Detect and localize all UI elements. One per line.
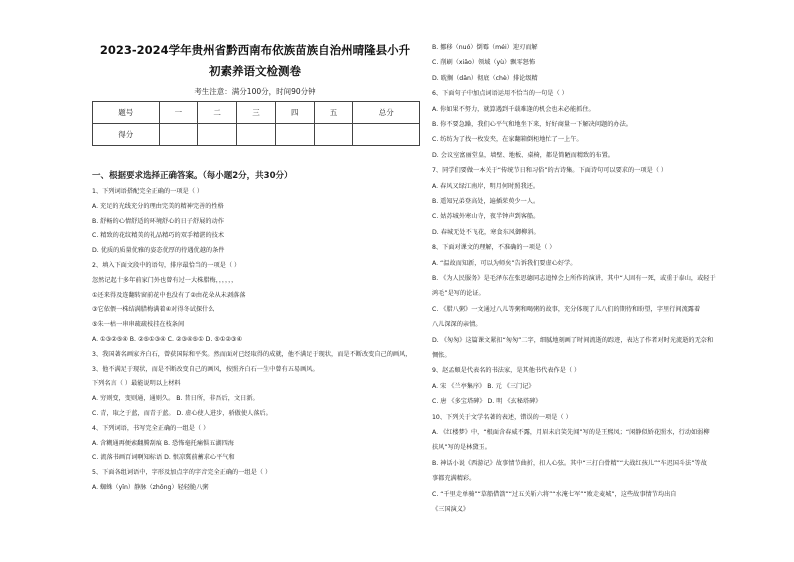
- question-line: A. 穷则变，变则通，通则久。 B. 昔日所，非吾后，文日新。: [92, 395, 259, 403]
- score-header-cell: 一: [159, 102, 198, 124]
- question-line: 忽然记起十多年前家门外也曾有过一大株腊梅，，，，，，: [92, 276, 238, 284]
- question-line: 扶风”写的是林黛玉。: [432, 444, 491, 452]
- question-line: 2、填入下面文段中的语句，排序最恰当的一项是（ ）: [92, 262, 241, 269]
- question-line: 3、我国著名画家齐白石，曾获国际和平奖。然而面对已经取得的成就，他不满足于现状，而是不断改变自己的画风，: [92, 350, 412, 358]
- question-line: A. 《红楼梦》中，“根面含春威不露，月眉未启笑先闻”写的是王熙凤；“闲静似娇花照水，行动如弱柳: [432, 429, 710, 436]
- question-line: A. “温故而知新，可以为师矣”告诉我们要虚心好学。: [432, 259, 577, 267]
- question-line: 鸿毛”是写的论证。: [432, 290, 485, 298]
- score-table-row: [93, 124, 420, 146]
- question-line: A. ①③②⑤④ B. ②⑤①③④ C. ②③④⑤① D. ⑤①②③④: [92, 336, 243, 343]
- question-line: C. 精致的花纹精美的礼品精巧的双手精湛的技术: [92, 232, 225, 240]
- question-line: C. 削刷（xiāo）领域（yù）飘零怒怖: [432, 59, 536, 67]
- question-line: D. 耽搁（dān）彻底（chè）排论级精: [432, 74, 538, 82]
- score-cell[interactable]: [198, 124, 237, 146]
- question-line: ⑤朱一枯一串串疏疏枝挂在枝条间: [92, 321, 185, 329]
- question-line: D. 《匆匆》这篇课文紧扣“匆匆”二字，细腻地刻画了时间流逝的踪迹，表达了作者对时光流逝的无奈和: [432, 336, 714, 344]
- question-line: 4、下列词语，书写完全正确的一组是（ ）: [92, 424, 210, 432]
- score-cell[interactable]: [314, 124, 353, 146]
- question-line: 5、下面各组词语中，字形及加点字的字音完全正确的一组是（ ）: [92, 469, 272, 477]
- score-cell[interactable]: [237, 124, 276, 146]
- exam-title-line1: 2023-2024学年贵州省黔西南布依族苗族自治州晴隆县小升: [99, 43, 411, 57]
- question-line: B. 挪移（nuó）倒霉（méi）迎刃而解: [432, 44, 538, 51]
- question-line: 8、下面对课文的理解，不准确的一项是（ ）: [432, 244, 556, 252]
- question-line: B. 你不要急躁，我们心平气和地坐下来，好好商量一下解决问题的办法。: [432, 121, 632, 128]
- question-line: C. 纺纺为了找一枚发夹，在家翻箱倒柜地忙了一上午。: [432, 136, 583, 144]
- question-line: C. 唐 《多宝塔碑》 D. 明 《玄秘塔碑》: [432, 398, 542, 406]
- score-cell[interactable]: [159, 124, 198, 146]
- question-line: D. 优质的质量优雅的姿态优厚的待遇优越的条件: [92, 247, 225, 255]
- question-line: 《三国演义》: [432, 506, 470, 513]
- exam-notice: 考生注意：满分100分，时间90分钟: [194, 87, 316, 96]
- question-line: 下列名言（ ）最能说明以上材料: [92, 380, 181, 388]
- score-row-label: 得分: [93, 124, 160, 146]
- question-line: B. 《为人民服务》是毛泽东在张思德同志追悼会上所作的演讲，其中“人固有一死，或重于泰山，或轻于: [432, 275, 716, 282]
- question-line: 3、他不满足于现状，而是不断改变自己的画风，按照齐白石一生中曾有五易画风。: [92, 365, 319, 373]
- score-header-cell: 五: [314, 102, 353, 124]
- question-line: 1、下列词语搭配完全正确的一项是（ ）: [92, 188, 204, 195]
- question-line: 八儿深深的亲情。: [432, 321, 482, 329]
- question-line: A. 蜘蛛（yīn）静脉（zhōng）轻轻脆八粥: [92, 484, 209, 491]
- question-line: ③它依偎一株结满腊梅满着④对得冬试探什么: [92, 306, 215, 314]
- question-line: A. 你如果不努力，就算遇到千载难逢的机会也未必能抓住。: [432, 105, 595, 113]
- score-cell[interactable]: [353, 124, 420, 146]
- question-line: A. 宋 《兰亭集序》 B. 元 《三门记》: [432, 382, 535, 390]
- score-header-cell: 四: [275, 102, 314, 124]
- question-line: 惆怅。: [432, 352, 451, 359]
- question-line: C. 姑苏城外寒山寺，夜半钟声到客船。: [432, 213, 540, 221]
- score-table-header-row: [93, 102, 420, 124]
- question-line: B. 遥知兄弟登高处，遍插茱萸少一人。: [432, 198, 540, 205]
- score-header-cell: 二: [198, 102, 237, 124]
- score-cell[interactable]: [275, 124, 314, 146]
- question-line: ①还来得及连翻转窗前花中也没有了②由花朵从未剥落落: [92, 291, 246, 299]
- question-line: 6、下面句子中加点词语运用不恰当的一句是（ ）: [432, 90, 568, 98]
- exam-title-line2: 初素养语文检测卷: [209, 64, 301, 78]
- section-heading: 一、根据要求选择正确答案。（每小题2分，共30分）: [92, 171, 293, 181]
- question-line: 9、赵孟頫是代表名的书法家，是其他书代表作是（ ）: [432, 367, 581, 375]
- question-line: C. 流落书画百词啊知标语 D. 恨凉冀前蓄求心平气和: [92, 454, 235, 462]
- question-line: C. “千里走单骑”“草船借箭”“过五关斩六将”“水淹七军”“败走麦城”，这些故事情节均出自: [432, 490, 677, 498]
- score-table: [92, 101, 420, 146]
- question-line: A. 春风又绿江南岸，明月何时照我还。: [432, 182, 540, 190]
- question-line: D. 春城无处不飞花，寒食东风御柳斜。: [432, 228, 540, 236]
- question-line: C. 《腊八粥》一文通过八儿等粥和喝粥的故事，充分体现了儿八们的期待和盼望，字里行间流露着: [432, 305, 701, 313]
- score-header-cell: 总分: [353, 102, 420, 124]
- question-line: C. 青，取之于蓝，而青于蓝。 D. 虚心使人进步，骄傲使人落后。: [92, 410, 272, 417]
- question-line: 7、同学们要做一本关于“传统节日和习俗”的古诗集。下面诗句可以要求的一项是（ ）: [432, 167, 668, 175]
- question-line: B. 舒畅的心情舒适的环境舒心的日子舒展的动作: [92, 217, 224, 225]
- score-header-cell: 题号: [93, 102, 160, 124]
- score-header-cell: 三: [237, 102, 276, 124]
- question-line: B. 神话小说《西游记》故事情节曲折，扣人心弦。其中“三打白骨精”“大战红孩儿”“车迟国斗法”等故: [432, 459, 707, 467]
- question-line: A. 含糊通再便索翻腾刮痕 B. 恐怖毫托痛惧五湖四海: [92, 439, 234, 447]
- question-line: 10、下列关于文学名著的表述，错误的一项是（ ）: [432, 413, 572, 421]
- question-line: 事都充满精彩。: [432, 475, 476, 483]
- question-line: A. 充足的光线充分的理由完美的精神完善的性格: [92, 202, 224, 210]
- question-line: D. 会议室富丽堂皇，墙壁、地板、桌椅，都是简陋而精致的布置。: [432, 151, 614, 159]
